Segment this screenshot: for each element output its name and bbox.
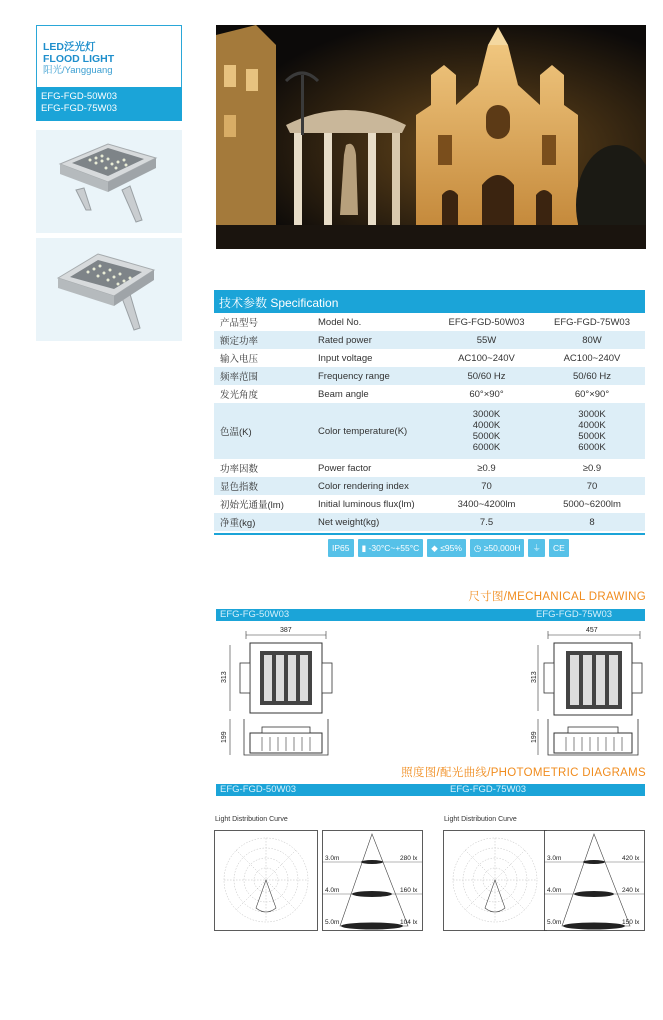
feature-badges <box>328 539 569 557</box>
spec-label-cn: 净重(kg) <box>220 518 256 529</box>
lux-label: 150 lx <box>622 919 640 926</box>
photometric-right-model: EFG-FGD-75W03 <box>450 784 527 795</box>
spec-label-en: Frequency range <box>318 370 390 382</box>
light-curve-label: Light Distribution Curve <box>444 816 517 823</box>
light-curve-label: Light Distribution Curve <box>215 816 288 823</box>
spec-row <box>214 385 645 403</box>
clock-icon: ◷ <box>473 543 484 553</box>
spec-row <box>214 477 645 495</box>
brand-name: 阳光/Yangguang <box>43 65 113 76</box>
spec-value-50w: 7.5 <box>479 516 494 528</box>
photometric-left-model: EFG-FGD-50W03 <box>220 784 297 795</box>
spec-label-en: Net weight(kg) <box>318 516 380 528</box>
spec-value-75w: AC100~240V <box>563 352 621 364</box>
spec-label-cn: 产品型号 <box>220 318 259 329</box>
spec-label-en: Model No. <box>318 316 362 328</box>
hero-church-photo <box>216 25 646 249</box>
height-dimension: 313 <box>221 671 228 683</box>
width-dimension: 457 <box>586 627 598 634</box>
spec-label-cn: 额定功率 <box>220 336 259 347</box>
side-height-dimension: 199 <box>221 731 228 743</box>
spec-row <box>214 331 645 349</box>
spec-row <box>214 313 645 331</box>
humidity-value: ≤95% <box>440 543 462 553</box>
lifetime-value: ≥50,000H <box>483 543 521 553</box>
spec-row <box>214 495 645 513</box>
photometric-diagram-50w <box>214 826 426 939</box>
product-thumbnail[interactable] <box>36 130 182 233</box>
spec-table <box>214 313 645 531</box>
spec-label-en: Beam angle <box>318 388 369 400</box>
distance-label: 4.0m <box>325 887 340 894</box>
spec-label-en: Rated power <box>318 334 372 346</box>
spec-value-75w: 50/60 Hz <box>572 370 612 382</box>
spec-value-75w: 3000K 4000K 5000K 6000K <box>578 409 606 453</box>
height-dimension: 313 <box>531 671 538 683</box>
spec-value-75w: 80W <box>582 334 602 346</box>
temperature-badge <box>358 539 424 557</box>
spec-label-en: Power factor <box>318 462 372 474</box>
lux-label: 104 lx <box>400 919 418 926</box>
temperature-range: -30°C~+55°C <box>368 543 420 553</box>
spec-label-cn: 频率范围 <box>220 372 259 383</box>
spec-row <box>214 403 645 459</box>
spec-row <box>214 367 645 385</box>
ce-mark-icon: CE <box>549 539 569 557</box>
spec-value-50w: ≥0.9 <box>477 462 496 474</box>
spec-value-50w: EFG-FGD-50W03 <box>448 316 525 328</box>
ip-rating-badge: IP65 <box>328 539 354 557</box>
thermometer-icon: ▮ <box>361 543 369 553</box>
spec-label-cn: 输入电压 <box>220 354 259 365</box>
distance-label: 5.0m <box>325 919 340 926</box>
spec-value-75w: 5000~6200lm <box>563 498 621 510</box>
spec-label-cn: 初始光通量(lm) <box>220 500 284 511</box>
spec-label-en: Input voltage <box>318 352 373 364</box>
spec-value-50w: AC100~240V <box>458 352 515 364</box>
mechanical-model-band <box>216 609 645 621</box>
mechanical-drawing-75w <box>528 623 648 776</box>
spec-value-75w: ≥0.9 <box>582 462 602 474</box>
spec-row <box>214 513 645 531</box>
spec-row <box>214 459 645 477</box>
lux-label: 280 lx <box>400 855 418 862</box>
mechanical-title: 尺寸图/MECHANICAL DRAWING <box>468 591 646 603</box>
spec-value-50w: 60°×90° <box>469 388 504 400</box>
lux-label: 240 lx <box>622 887 640 894</box>
model-list <box>36 87 182 121</box>
model-item: EFG-FGD-50W03 <box>41 91 118 102</box>
spec-value-75w: 60°×90° <box>574 388 610 400</box>
distance-label: 5.0m <box>547 919 562 926</box>
spec-label-cn: 功率因数 <box>220 464 259 475</box>
photometric-diagram-75w <box>443 826 655 939</box>
spec-value-50w: 50/60 Hz <box>467 370 506 382</box>
photometric-title: 照度图/配光曲线/PHOTOMETRIC DIAGRAMS <box>401 767 646 779</box>
spec-value-75w: EFG-FGD-75W03 <box>553 316 630 328</box>
spec-value-50w: 70 <box>481 480 492 492</box>
lux-label: 420 lx <box>622 855 640 862</box>
spec-label-cn: 发光角度 <box>220 390 259 401</box>
spec-value-75w: 70 <box>586 480 598 492</box>
side-height-dimension: 199 <box>531 731 538 743</box>
lifetime-badge <box>470 539 525 557</box>
spec-label-en: Initial luminous flux(lm) <box>318 498 415 510</box>
spec-row <box>214 349 645 367</box>
spec-value-50w: 3400~4200lm <box>457 498 516 510</box>
product-thumbnail[interactable] <box>36 238 182 341</box>
spec-label-cn: 色温(K) <box>220 427 252 438</box>
spec-label-en: Color rendering index <box>318 480 409 492</box>
product-title-en: FLOOD LIGHT <box>43 53 115 65</box>
spec-value-50w: 3000K 4000K 5000K 6000K <box>472 409 501 453</box>
spec-label-en: Color temperature(K) <box>318 425 408 437</box>
mechanical-right-model: EFG-FGD-75W03 <box>536 609 613 620</box>
lux-label: 160 lx <box>400 887 418 894</box>
model-item: EFG-FGD-75W03 <box>41 103 118 114</box>
distance-label: 3.0m <box>547 855 562 862</box>
spec-label-cn: 显色指数 <box>220 482 259 493</box>
product-title-box <box>36 25 182 87</box>
product-title-cn: LED泛光灯 <box>43 41 96 53</box>
droplet-icon: ◆ <box>431 543 441 553</box>
width-dimension: 387 <box>280 627 292 634</box>
spec-value-50w: 55W <box>476 334 497 346</box>
distance-label: 3.0m <box>325 855 340 862</box>
humidity-badge <box>427 539 466 557</box>
ground-icon: ⏚ <box>528 539 545 557</box>
photometric-model-band <box>216 784 645 796</box>
mechanical-left-model: EFG-FG-50W03 <box>220 609 290 620</box>
mechanical-drawing-50w <box>218 623 338 776</box>
distance-label: 4.0m <box>547 887 562 894</box>
spec-heading: 技术参数 Specification <box>214 290 645 313</box>
spec-value-75w: 8 <box>589 516 595 528</box>
spec-table-rule <box>214 533 645 535</box>
